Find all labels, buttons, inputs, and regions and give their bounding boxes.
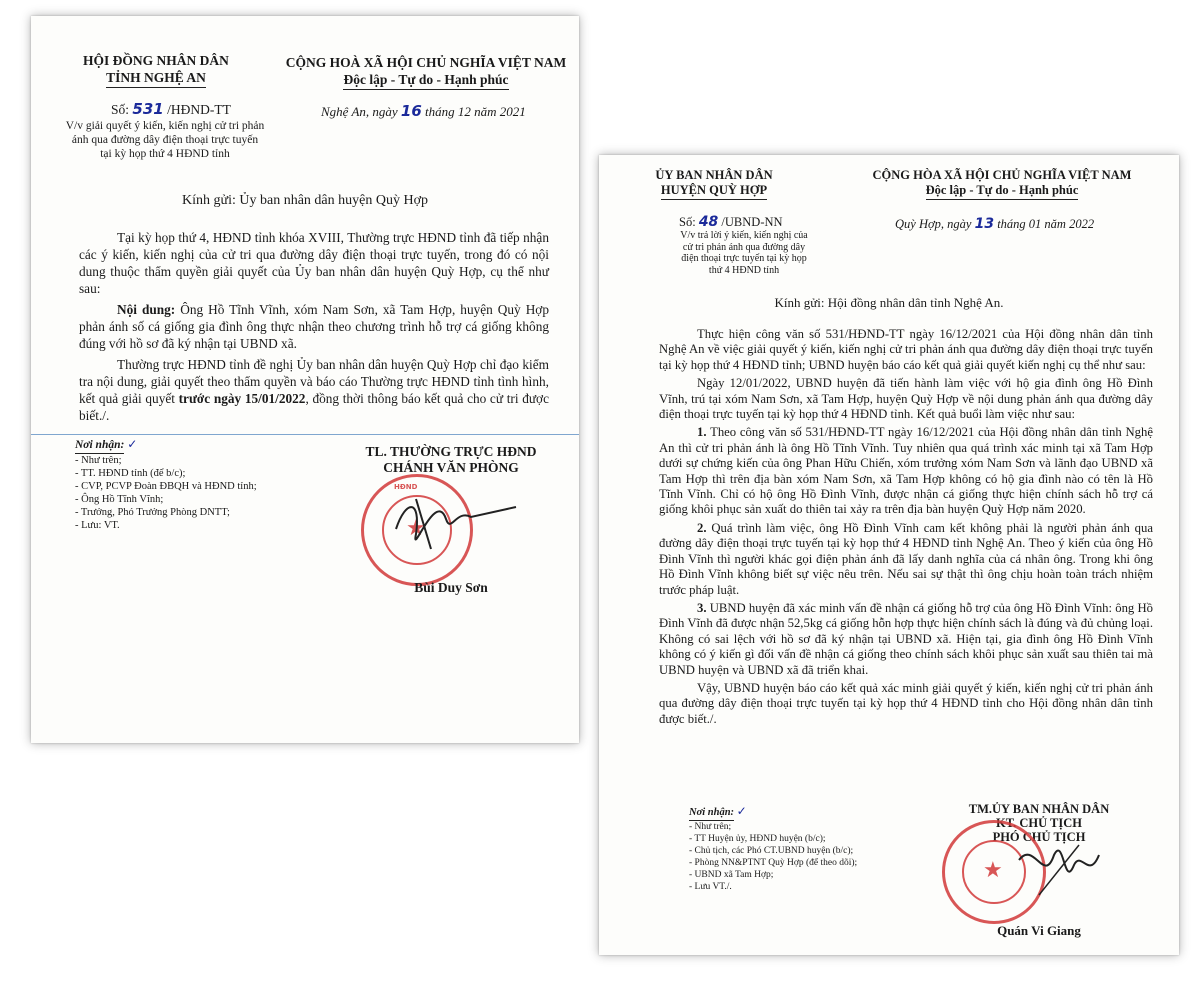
recipient-line: Kính gửi: Hội đồng nhân dân tỉnh Nghệ An. <box>774 295 1004 310</box>
recipients-title: Nơi nhận: ✓ <box>75 438 315 454</box>
issuer-block <box>619 168 809 200</box>
body-item-1: 1. Theo công văn số 531/HĐND-TT ngày 16/12/2021 của Hội đồng nhân dân tỉnh Nghệ An thì cử tri phản ánh là ông Hồ Tĩnh Vĩnh. Tuy nhiên qua quá trình xác minh tại xã Tam Hợp dưới sự chứng kiến của ông Phan Hữu Chiến, xóm trưởng xóm Nam Sơn và lãnh đạo UBND xã Tam Hợp thì trên địa bàn xóm Nam Sơn, xã Tam Hợp không có hộ gia đình nào có tên là Hồ Tĩnh Vĩnh. Chỉ có hộ ông Hồ Đình Vĩnh, được nhận cá giống thực hiện chính sách hỗ trợ cá giống khôi phục sản xuất do thiên tai xảy ra trên địa bàn huyện Quỳ Hợp năm 2020. <box>659 425 1153 517</box>
body-item-3: 3. UBND huyện đã xác minh vấn đề nhận cá giống hỗ trợ của ông Hồ Đình Vĩnh: ông Hồ Đình Vĩnh đã được nhận 52,5kg cá giống hỗn hợp thực hiện chính sách là đúng và đủ chủng loại. Không có sai lệch với hồ sơ đã ký nhận tại UBND xã. Hiện tại, gia đình ông Hồ Đình Vĩnh không có ý kiến gì đối vấn đề nhận cá giống theo chính sách khôi phục sản xuất sau thiên tai mà UBND huyện và UBND xã đã triển khai. <box>659 600 1153 677</box>
number-suffix: /UBND-NN <box>721 215 783 229</box>
place-date <box>895 216 1094 232</box>
subject-line: tại kỳ họp thứ 4 HĐND tỉnh <box>100 148 230 160</box>
recipient-item: - TT. HĐND tỉnh (để b/c); <box>75 468 186 479</box>
recipients-list <box>689 821 919 893</box>
star-icon: ★ <box>983 857 1003 882</box>
red-seal-stamp: ★ HĐND <box>361 474 473 586</box>
initials-mark: ✓ <box>127 437 138 451</box>
signature-mark <box>1009 835 1129 905</box>
recipient-item: - Lưu: VT. <box>75 520 120 531</box>
recipient-item: - Như trên; <box>689 822 732 832</box>
subject-line: V/v trả lời ý kiến, kiến nghị của <box>680 230 808 241</box>
sign-title-line: KT. CHỦ TỊCH <box>995 816 1082 830</box>
recipient-item: - UBND xã Tam Hợp; <box>689 870 774 880</box>
recipient-item: - Trưởng, Phó Trưởng Phòng DNTT; <box>75 507 230 518</box>
recipient-item: - Lưu VT./. <box>689 882 732 892</box>
issuer-province: TỈNH NGHỆ AN <box>106 69 206 88</box>
body-item-2: 2. Quá trình làm việc, ông Hồ Đình Vĩnh cam kết không phải là người phản ánh qua đường dây điện thoại trực tuyến tại kỳ họp thứ 4 HĐND tỉnh Nghệ An. Theo ý kiến của ông Hồ Đình Vĩnh thì người khác gọi điện phản ánh đã lấy danh nghĩa của cá nhân ông. Trong khi ông Hồ Đình Vĩnh không biết sự việc nêu trên. Nếu sai sự thật thì ông chịu hoàn toàn trách nhiệm trước pháp luật. <box>659 520 1153 597</box>
subject-line: ánh qua đường dây điện thoại trực tuyến <box>71 134 259 146</box>
document-subject <box>45 119 285 161</box>
recipient-line: Kính gửi: Ủy ban nhân dân huyện Quỳ Hợp <box>182 193 428 208</box>
signature-title <box>331 444 571 476</box>
signer-name: Quán Vi Giang <box>997 923 1081 938</box>
place-suffix: tháng 01 năm 2022 <box>997 217 1095 231</box>
number-prefix: Số: <box>111 102 130 117</box>
issuer-name: ỦY BAN NHÂN DÂN <box>655 168 773 182</box>
subject-line: thứ 4 HĐND tỉnh <box>708 264 780 276</box>
number-handwritten: 48 <box>698 214 719 230</box>
nation-motto: Độc lập - Tự do - Hạnh phúc <box>343 71 508 90</box>
body-paragraph-content <box>79 301 549 352</box>
subject-line: cử tri phản ánh qua đường dây <box>682 241 806 253</box>
signer-name: Bùi Duy Sơn <box>414 580 488 595</box>
request-text: Thường trực HĐND tỉnh đề nghị Ủy ban nhân dân huyện Quỳ Hợp chỉ đạo kiểm tra nội dung, giải quyết theo thẩm quyền và báo cáo Thường trực HĐND tỉnh tình hình, kết quả giải quyết <box>79 357 549 406</box>
issuer-block <box>51 52 261 88</box>
body-closing: Vậy, UBND huyện báo cáo kết quả xác minh giải quyết ý kiến, kiến nghị cử tri phản ánh qua đường dây điện thoại trực tuyến tại kỳ họp thứ 4 HĐND tỉnh cho Hội đồng nhân dân tỉnh được biết./. <box>659 680 1153 726</box>
recipients-block <box>689 805 919 893</box>
number-handwritten: 531 <box>132 100 164 118</box>
recipients-block <box>75 438 315 532</box>
body-paragraph-request <box>79 356 549 424</box>
subject-line: V/v giải quyết ý kiến, kiến nghị cử tri phản <box>65 120 265 132</box>
recipients-title: Nơi nhận: ✓ <box>689 805 919 821</box>
nation-motto: Độc lập - Tự do - Hạnh phúc <box>926 183 1079 200</box>
star-icon: ★ <box>406 515 426 540</box>
recipient-item: - Ông Hồ Tĩnh Vĩnh; <box>75 494 164 505</box>
recipients-list <box>75 454 315 532</box>
sign-title-line: PHÓ CHỦ TỊCH <box>992 830 1086 844</box>
document-hdnd-nghe-an <box>31 16 579 743</box>
number-suffix: /HĐND-TT <box>167 102 231 117</box>
document-ubnd-quy-hop <box>599 155 1179 955</box>
sign-title-line: CHÁNH VĂN PHÒNG <box>383 460 519 475</box>
day-handwritten: 16 <box>400 102 422 120</box>
deadline: trước ngày 15/01/2022 <box>178 391 306 406</box>
nation-name: CỘNG HOÀ XÃ HỘI CHỦ NGHĨA VIỆT NAM <box>285 55 567 70</box>
request-text-end: , đồng thời thông báo kết quả cho cử tri được biết./. <box>79 391 549 423</box>
body-paragraph: Ngày 12/01/2022, UBND huyện đã tiến hành làm việc với hộ gia đình ông Hồ Đình Vĩnh, trú tại xóm Nam Sơn, xã Tam Hợp, huyện Quỳ Hợp về nội dung phản ánh qua đường dây điện thoại trực tuyến tại kỳ họp thứ 4 HĐND tỉnh. Kết quả buổi làm việc như sau: <box>659 376 1153 422</box>
place-suffix: tháng 12 năm 2021 <box>425 104 526 119</box>
recipient-item: - Như trên; <box>75 455 122 466</box>
issuer-name: HỘI ĐỒNG NHÂN DÂN <box>83 53 229 68</box>
national-motto-block <box>837 168 1167 200</box>
place-date <box>321 102 526 120</box>
day-handwritten: 13 <box>974 216 995 232</box>
body-paragraph: Tại kỳ họp thứ 4, HĐND tỉnh khóa XVIII, Thường trực HĐND tỉnh đã tiếp nhận các ý kiến, kiến nghị của cử tri qua đường dây điện thoại trực tuyến, trong đó có nội dung thuộc thẩm quyền giải quyết của Ủy ban nhân dân huyện Quỳ Hợp, cụ thể như sau: <box>79 230 549 296</box>
divider <box>31 434 579 435</box>
number-prefix: Số: <box>679 215 696 229</box>
document-body <box>79 229 549 424</box>
subject-line: điện thoại trực tuyến tại kỳ họp <box>681 253 807 264</box>
recipient-item: - Chủ tịch, các Phó CT.UBND huyện (b/c); <box>689 846 854 856</box>
place-prefix: Quỳ Hợp, ngày <box>895 217 972 231</box>
signature-mark <box>376 479 526 569</box>
place-prefix: Nghệ An, ngày <box>321 104 398 119</box>
recipient-item: - CVP, PCVP Đoàn ĐBQH và HĐND tỉnh; <box>75 481 257 492</box>
national-motto-block <box>281 54 571 90</box>
sign-title-line: TL. THƯỜNG TRỰC HĐND <box>365 444 537 459</box>
recipient-item: - TT Huyện ủy, HĐND huyện (b/c); <box>689 834 826 844</box>
sign-title-line: TM.ỦY BAN NHÂN DÂN <box>968 802 1110 816</box>
issuer-district: HUYỆN QUỲ HỢP <box>661 183 767 200</box>
nation-name: CỘNG HÒA XÃ HỘI CHỦ NGHĨA VIỆT NAM <box>872 168 1132 182</box>
content-text: Ông Hồ Tĩnh Vĩnh, xóm Nam Sơn, xã Tam Hợp, huyện Quỳ Hợp phản ánh số cá giống gia đình ông thực nhận theo chương trình hỗ trợ cá giống không đúng với hồ sơ đã ký nhận tại UBND xã. <box>79 302 549 351</box>
document-number <box>111 100 231 118</box>
content-label: Nội dung: <box>117 302 176 317</box>
document-subject <box>649 230 839 276</box>
initials-mark: ✓ <box>736 804 747 818</box>
recipient-item: - Phòng NN&PTNT Quỳ Hợp (để theo dõi); <box>689 858 858 868</box>
body-paragraph: Thực hiện công văn số 531/HĐND-TT ngày 16/12/2021 của Hội đồng nhân dân tỉnh Nghệ An về việc giải quyết ý kiến, kiến nghị cử tri phản ánh qua đường dây điện thoại trực tuyến tại kỳ họp thứ 4 HĐND tỉnh; UBND huyện báo cáo kết quả giải quyết kiến nghị cụ thể như sau: <box>659 327 1153 372</box>
document-body <box>659 327 1153 727</box>
document-number <box>679 214 783 230</box>
